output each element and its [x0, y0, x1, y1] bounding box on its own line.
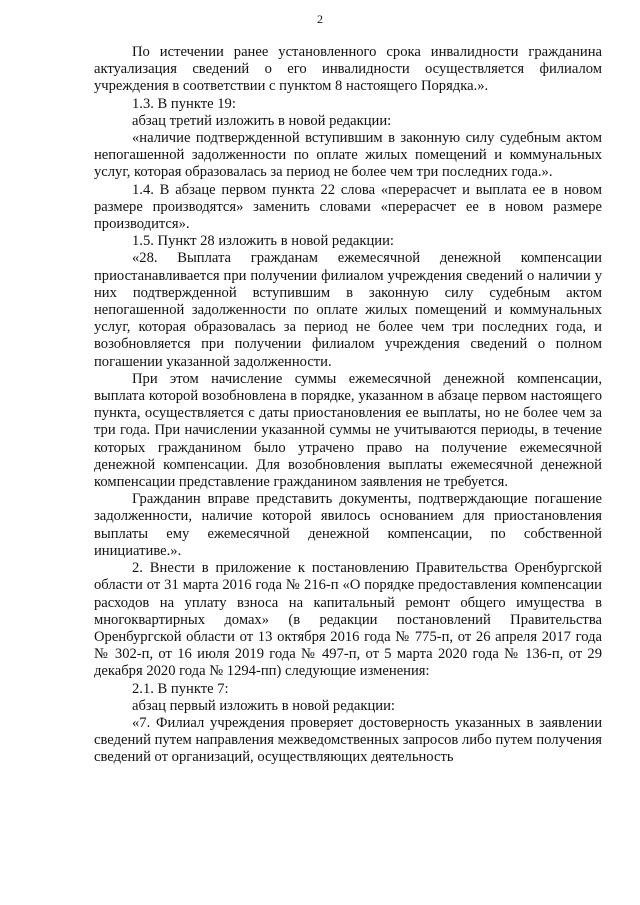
paragraph: «7. Филиал учреждения проверяет достоверность указанных в заявлении сведений путем направления межведомственных запросов либо путем получения сведений от организаций, осуществляющих деятельность [94, 714, 602, 766]
paragraph: Гражданин вправе представить документы, подтверждающие погашение задолженности, наличие которой явилось основанием для приостановления выплаты ему ежемесячной денежной компенсации, по собственной инициативе.». [94, 491, 602, 559]
paragraph: 1.5. Пункт 28 изложить в новой редакции: [132, 233, 394, 250]
paragraph: «наличие подтвержденной вступившим в законную силу судебным актом непогашенной задолженности по оплате жилых помещений и коммунальных услуг, которая образовалась за период не более чем три последних года.». [94, 130, 602, 181]
paragraph: 2. Внести в приложение к постановлению Правительства Оренбургской области от 31 марта 2016 года № 216-п «О порядке предоставления компенсации расходов на уплату взноса на капитальный ремонт общего имущества в многоквартирных домах» (в редакции постановлений Правительства Оренбургской области от 13 октября 2016 года № 775-п, от 26 апреля 2017 года № 302-п, от 16 июля 2019 года № 497-п, от 5 марта 2020 года № 136-п, от 29 декабря 2020 года № 1294-пп) следующие изменения: [94, 560, 602, 680]
paragraph: По истечении ранее установленного срока инвалидности гражданина актуализация сведений о его инвалидности осуществляется филиалом учреждения в соответствии с пунктом 8 настоящего Порядка.». [94, 44, 602, 95]
document-body [94, 44, 602, 767]
paragraph: 1.3. В пункте 19: [132, 95, 236, 112]
paragraph: «28. Выплата гражданам ежемесячной денежной компенсации приостанавливается при получении филиалом учреждения сведений о наличии у них подтвержденной вступившим в законную силу судебным актом непогашенной задолженности по оплате жилых помещений и коммунальных услуг, которая образовалась за период не более чем три последних года, и возобновляется при получении филиалом учреждения сведений о полном погашении указанной задолженности. [94, 250, 602, 370]
paragraph: 1.4. В абзаце первом пункта 22 слова «перерасчет и выплата ее в новом размере производятся» заменить словами «перерасчет ее в новом размере производится». [94, 181, 602, 233]
paragraph: абзац третий изложить в новой редакции: [132, 112, 392, 129]
paragraph: абзац первый изложить в новой редакции: [132, 697, 395, 714]
page-number: 2 [317, 12, 323, 26]
paragraph: 2.1. В пункте 7: [132, 680, 229, 697]
paragraph: При этом начисление суммы ежемесячной денежной компенсации, выплата которой возобновлена в порядке, указанном в абзаце первом настоящего пункта, осуществляется с даты приостановления ее выплаты, но не более чем за три года. При начислении указанной суммы не учитываются периоды, в течение которых гражданином было утрачено право на получение ежемесячной денежной компенсации. Для возобновления выплаты ежемесячной денежной компенсации представление гражданином заявления не требуется. [94, 370, 602, 491]
